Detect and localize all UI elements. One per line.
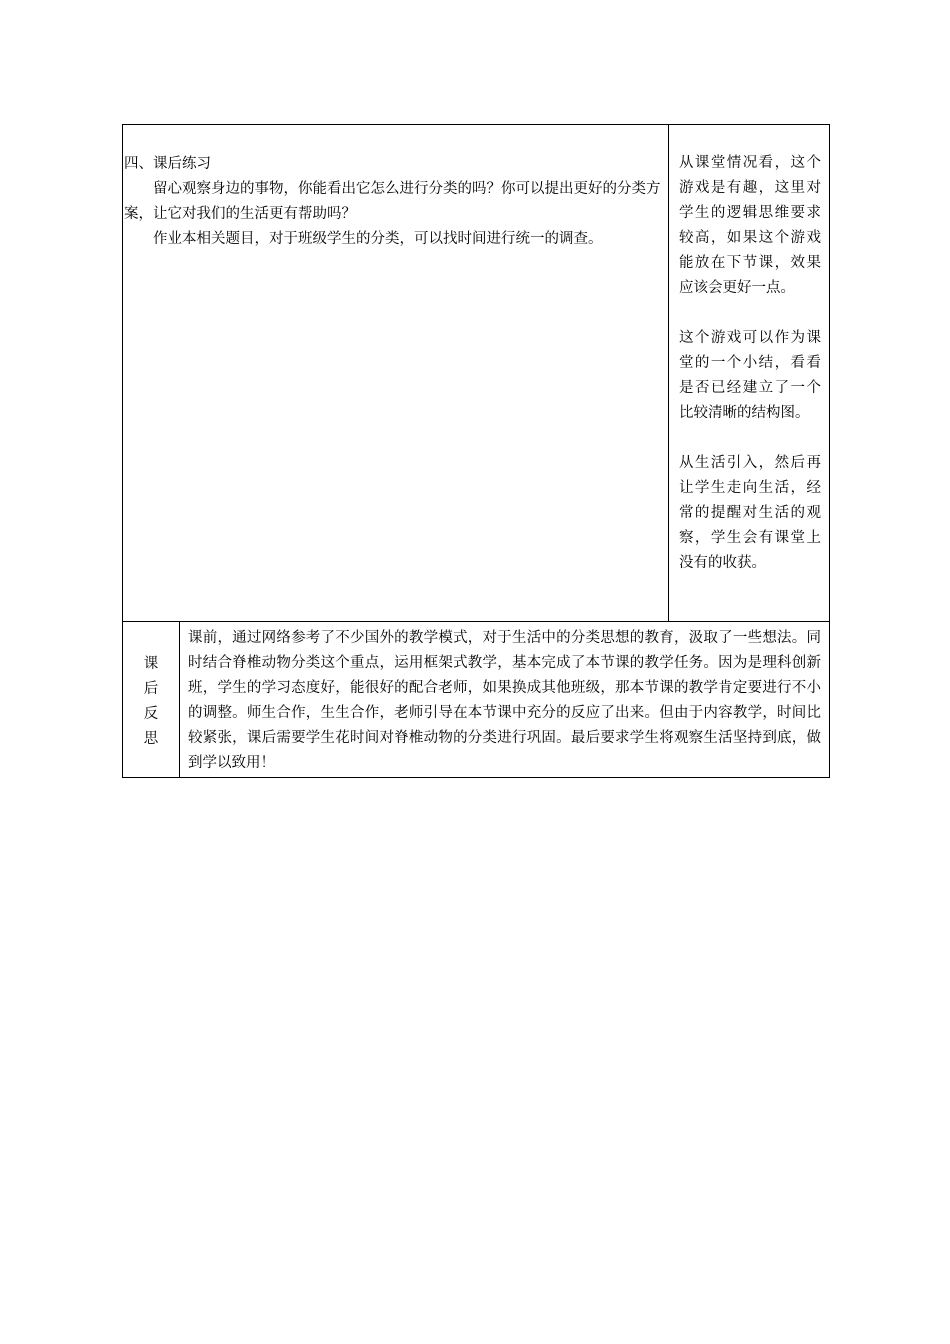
practice-paragraph-1: 留心观察身边的事物，你能看出它怎么进行分类的吗？你可以提出更好的分类方案，让它对我们的生活更有帮助吗？ [124, 181, 661, 222]
teaching-note-3: 从生活引入，然后再让学生走向生活，经常的提醒对生活的观察，学生会有课堂上没有的收获。 [679, 455, 821, 571]
practice-cell [123, 125, 669, 622]
reflection-row [123, 622, 830, 778]
teaching-note-1: 从课堂情况看，这个游戏是有趣，这里对学生的逻辑思维要求较高，如果这个游戏能放在下节课，效果应该会更好一点。 [679, 155, 821, 296]
reflection-label-char: 思 [143, 730, 159, 747]
reflection-text-cell [180, 622, 830, 778]
reflection-label-cell [123, 622, 180, 778]
practice-row [123, 125, 830, 622]
practice-heading: 四、课后练习 [124, 156, 211, 172]
teaching-notes-cell [669, 125, 830, 622]
reflection-label-char: 后 [143, 680, 159, 697]
reflection-text: 课前，通过网络参考了不少国外的教学模式，对于生活中的分类思想的教育，汲取了一些想法。同时结合脊椎动物分类这个重点，运用框架式教学，基本完成了本节课的教学任务。因为是理科创新班，学生的学习态度好，能很好的配合老师，如果换成其他班级，那本节课的教学肯定要进行不小的调整。师生合作，生生合作，老师引导在本节课中充分的反应了出来。但由于内容教学，时间比较紧张，课后需要学生花时间对脊椎动物的分类进行巩固。最后要求学生将观察生活坚持到底，做到学以致用！ [188, 630, 821, 771]
reflection-label-char: 课 [143, 655, 159, 672]
practice-paragraph-2: 作业本相关题目，对于班级学生的分类，可以找时间进行统一的调查。 [153, 231, 603, 247]
teaching-note-2: 这个游戏可以作为课堂的一个小结，看看是否已经建立了一个比较清晰的结构图。 [679, 330, 821, 421]
reflection-label-char: 反 [143, 705, 159, 722]
lesson-plan-table [122, 124, 830, 778]
